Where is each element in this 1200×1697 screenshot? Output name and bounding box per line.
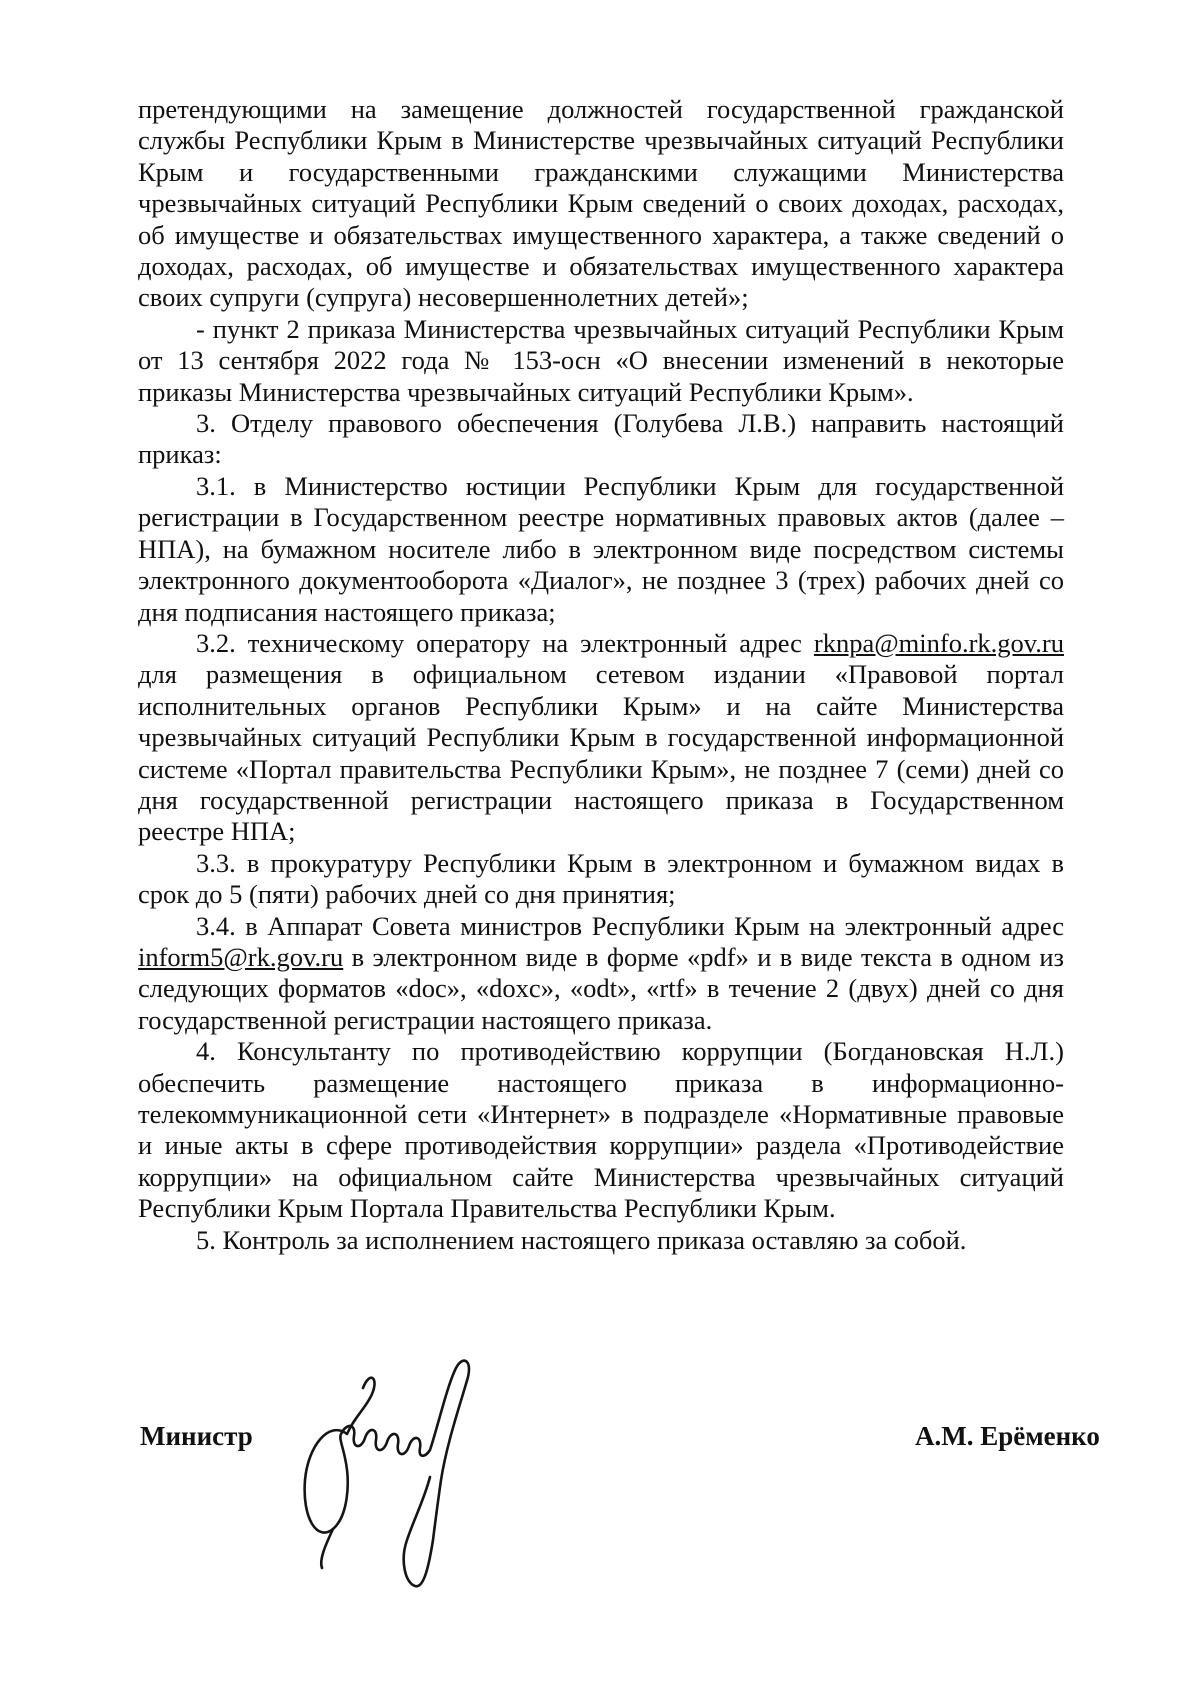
signer-name: А.М. Ерёменко [915,1421,1100,1451]
paragraph [138,1036,1064,1224]
paragraph-text: 5. Контроль за исполнением настоящего приказа оставляю за собой. [196,1224,967,1255]
paragraph-text: претендующими на замещение должностей государственной гражданской службы Республики Крым в Министерстве чрезвычайных ситуаций Республики Крым и государственными гражданскими служащими Министерства чрезвычайных ситуаций Республики Крым сведений о своих доходах, расходах, об имуществе и обязательствах имущественного характера, а также сведений о доходах, расходах, об имуществе и обязательствах имущественного характера своих супруги (супруга) несовершеннолетних детей»; [138,94,1064,313]
paragraph-text: 3. Отделу правового обеспечения (Голубева Л.В.) направить настоящий приказ: [138,408,1064,470]
paragraph [138,408,1064,471]
signer-title: Министр [140,1421,253,1451]
paragraph-text: для размещения в официальном сетевом издании «Правовой портал исполнительных органов Республики Крым» и на сайте Министерства чрезвычайных ситуаций Республики Крым в государственной информационной системе «Портал правительства Республики Крым», не позднее 7 (семи) дней со дня государственной регистрации настоящего приказа в Государственном реестре НПА; [138,659,1064,847]
paragraph [138,1225,1064,1256]
paragraph [138,471,1064,628]
email-link: inform5@rk.gov.ru [138,941,344,972]
paragraph-text: 4. Консультанту по противодействию коррупции (Богдановская Н.Л.) обеспечить размещение настоящего приказа в информационно-телекоммуникационной сети «Интернет» в подразделе «Нормативные правовые и иные акты в сфере противодействия коррупции» раздела «Противодействие коррупции» на официальном сайте Министерства чрезвычайных ситуаций Республики Крым Портала Правительства Республики Крым. [138,1036,1064,1224]
paragraph [138,911,1064,1037]
paragraph-text: 3.1. в Министерство юстиции Республики Крым для государственной регистрации в Государственном реестре нормативных правовых актов (далее – НПА), на бумажном носителе либо в электронном виде посредством системы электронного документооборота «Диалог», не позднее 3 (трех) рабочих дней со дня подписания настоящего приказа; [138,470,1064,627]
paragraph-text: 3.3. в прокуратуру Республики Крым в электронном и бумажном видах в срок до 5 (пяти) рабочих дней со дня принятия; [138,847,1064,910]
paragraph [138,848,1064,911]
paragraph-text: 3.2. техническому оператору на электронный адрес [196,627,814,658]
paragraph-text: в электронном виде в форме «pdf» и в виде текста в одном из следующих форматов «doc», «doxc», «odt», «rtf» в течение 2 (двух) дней со дня государственной регистрации настоящего приказа. [138,941,1064,1035]
paragraph-text: - пункт 2 приказа Министерства чрезвычайных ситуаций Республики Крым от 13 сентября 2022 года № 153-осн «О внесении изменений в некоторые приказы Министерства чрезвычайных ситуаций Республики Крым». [138,313,1064,407]
email-link: rknpa@minfo.rk.gov.ru [813,627,1064,658]
document-body [138,94,1064,1256]
paragraph-text: 3.4. в Аппарат Совета министров Республики Крым на электронный адрес [196,910,1064,941]
paragraph [138,314,1064,408]
paragraph [138,628,1064,848]
signature-icon [295,1350,495,1600]
paragraph [138,94,1064,314]
